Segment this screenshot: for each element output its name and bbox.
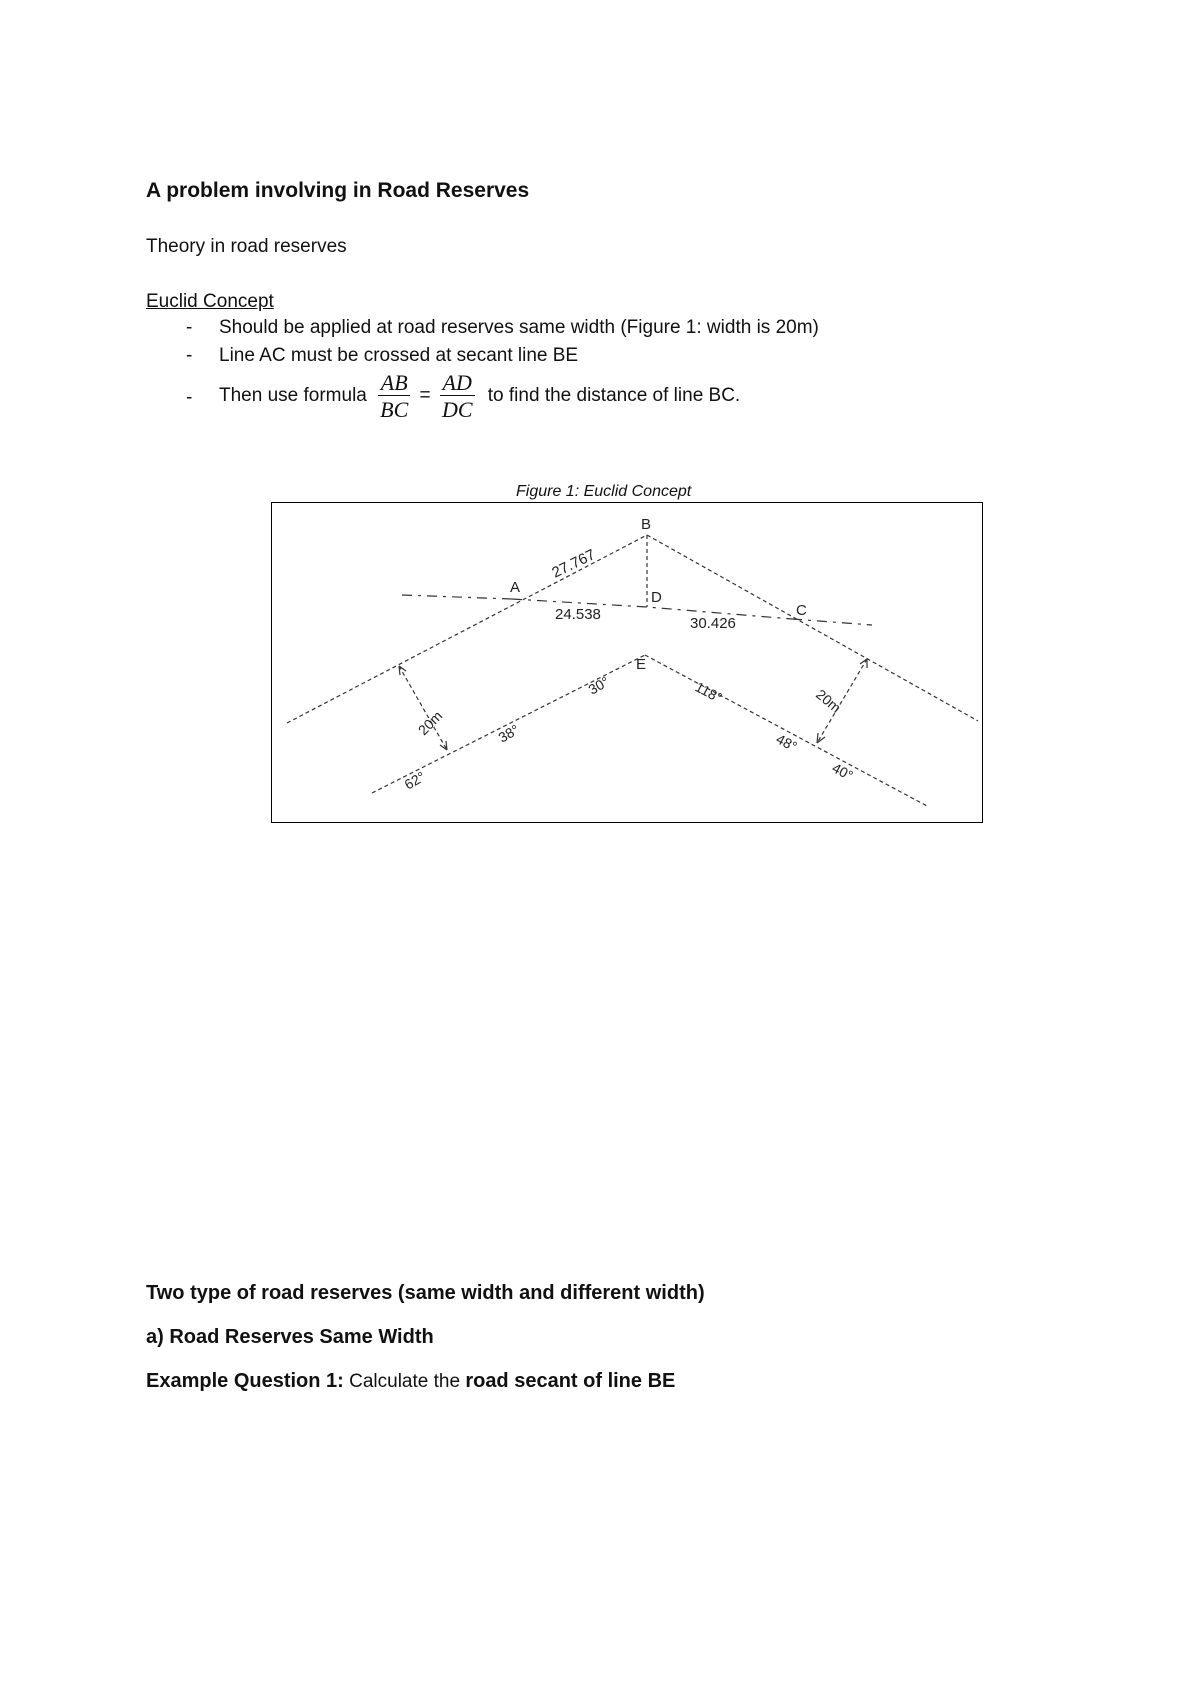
point-a-label: A [510, 579, 521, 596]
sub-heading-a: a) Road Reserves Same Width [146, 1326, 434, 1348]
length-ad-label: 24.538 [555, 606, 601, 623]
arrow-head [440, 741, 447, 750]
example-bold-text: road secant of line BE [465, 1370, 676, 1392]
line-ac-left-extension [402, 595, 512, 599]
angle-48-label: 48° [773, 730, 800, 755]
example-label: Example Question 1: [146, 1370, 344, 1392]
figure-caption: Figure 1: Euclid Concept [516, 483, 692, 500]
formula-suffix: to find the distance of line BC. [487, 385, 741, 407]
fraction-ab-bc [378, 371, 410, 421]
example-text: Calculate the [343, 1371, 466, 1392]
angle-30-label: 30° [585, 673, 612, 698]
bullet-dash: - [186, 317, 193, 338]
section2-heading: Two type of road reserves (same width and different width) [146, 1282, 705, 1304]
euclid-heading: Euclid Concept [146, 291, 274, 312]
frac2-numerator: AD [440, 371, 475, 396]
example-question [146, 1370, 675, 1393]
point-b-label: B [641, 516, 652, 533]
arrow-head [399, 666, 406, 675]
arrow-head [817, 733, 825, 743]
frac2-denominator: DC [441, 397, 473, 423]
angle-40-label: 40° [829, 759, 856, 784]
point-e-label: E [636, 656, 647, 673]
arrow-head [860, 659, 867, 668]
point-d-label: D [651, 589, 662, 606]
theory-heading: Theory in road reserves [146, 236, 347, 257]
frac1-numerator: AB [378, 371, 410, 396]
width-right-label: 20m [813, 686, 845, 716]
point-c-label: C [796, 602, 807, 619]
fraction-ad-dc [440, 371, 475, 421]
equals-sign: = [419, 385, 431, 407]
line-ac-right-extension [792, 619, 872, 625]
inner-edge-right [645, 655, 927, 806]
width-marker-left [399, 666, 447, 750]
bullet-text: Should be applied at road reserves same width (Figure 1: width is 20m) [219, 317, 819, 338]
figure-frame [271, 502, 983, 823]
width-left-label: 20m [414, 707, 446, 739]
bullet-dash: - [186, 345, 193, 366]
angle-62-label: 62° [401, 768, 428, 793]
bullet-text: Line AC must be crossed at secant line BE [219, 345, 579, 366]
frac1-denominator: BC [380, 397, 409, 423]
length-ab-label: 27.767 [549, 546, 598, 582]
angle-118-label: 118° [692, 678, 725, 706]
euclid-diagram [272, 503, 981, 821]
formula-line [219, 371, 740, 421]
page-title: A problem involving in Road Reserves [146, 179, 530, 202]
length-dc-label: 30.426 [690, 615, 736, 632]
angle-38-label: 38° [495, 721, 522, 746]
bullet-dash: - [186, 387, 193, 408]
formula-prefix: Then use formula [219, 385, 367, 407]
